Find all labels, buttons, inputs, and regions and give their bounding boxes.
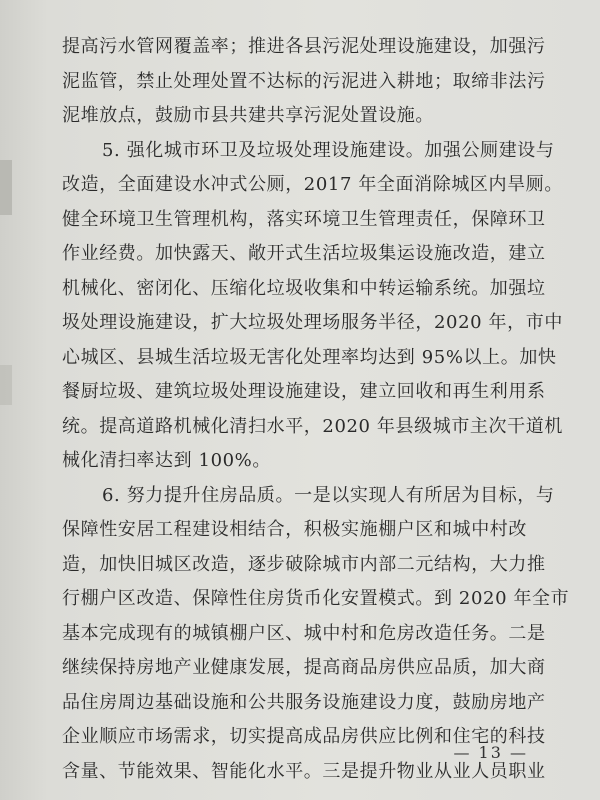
page-edge-shadow	[0, 160, 12, 215]
section-heading-line: 5. 强化城市环卫及垃圾处理设施建设。加强公厕建设与	[102, 139, 555, 161]
text-line: 改造，全面建设水冲式公厕，2017 年全面消除城区内旱厕。	[62, 174, 563, 195]
text-line: 泥监管，禁止处理处置不达标的污泥进入耕地；取缔非法污	[62, 70, 546, 92]
section-heading-line: 6. 努力提升住房品质。一是以实现人有所居为目标，与	[102, 484, 555, 506]
text-line: 造，加快旧城区改造，逐步破除城市内部二元结构，大力推	[62, 553, 546, 575]
body-text	[62, 30, 570, 789]
text-line: 企业顺应市场需求，切实提高成品房供应比例和住宅的科技	[62, 726, 546, 747]
text-line: 心城区、县城生活垃圾无害化处理率均达到 95%以上。加快	[62, 346, 557, 368]
text-line: 保障性安居工程建设相结合，积极实施棚户区和城中村改	[62, 519, 527, 540]
text-line: 械化清扫率达到 100%。	[62, 450, 271, 471]
text-line: 基本完成现有的城镇棚户区、城中村和危房改造任务。二是	[62, 622, 546, 644]
text-line: 作业经费。加快露天、敞开式生活垃圾集运设施改造，建立	[62, 243, 546, 264]
page-number: — 13 —	[453, 743, 528, 762]
text-line: 品住房周边基础设施和公共服务设施建设力度，鼓励房地产	[62, 691, 546, 713]
text-line: 泥堆放点，鼓励市县共建共享污泥处置设施。	[62, 105, 434, 126]
text-line: 餐厨垃圾、建筑垃圾处理设施建设，建立回收和再生利用系	[62, 381, 546, 402]
text-line: 行棚户区改造、保障性住房货币化安置模式。到 2020 年全市	[62, 588, 570, 609]
text-line: 健全环境卫生管理机构，落实环境卫生管理责任，保障环卫	[62, 208, 546, 230]
text-line: 统。提高道路机械化清扫水平，2020 年县级城市主次干道机	[62, 415, 563, 437]
page-edge-shadow	[0, 365, 12, 405]
text-line: 圾处理设施建设，扩大垃圾处理场服务半径，2020 年，市中	[62, 312, 563, 333]
text-line: 机械化、密闭化、压缩化垃圾收集和中转运输系统。加强垃	[62, 277, 546, 299]
text-line: 含量、节能效果、智能化水平。三是提升物业从业人员职业	[62, 760, 546, 782]
text-line: 提高污水管网覆盖率；推进各县污泥处理设施建设，加强污	[62, 36, 546, 57]
text-line: 继续保持房地产业健康发展，提高商品房供应品质，加大商	[62, 657, 546, 678]
